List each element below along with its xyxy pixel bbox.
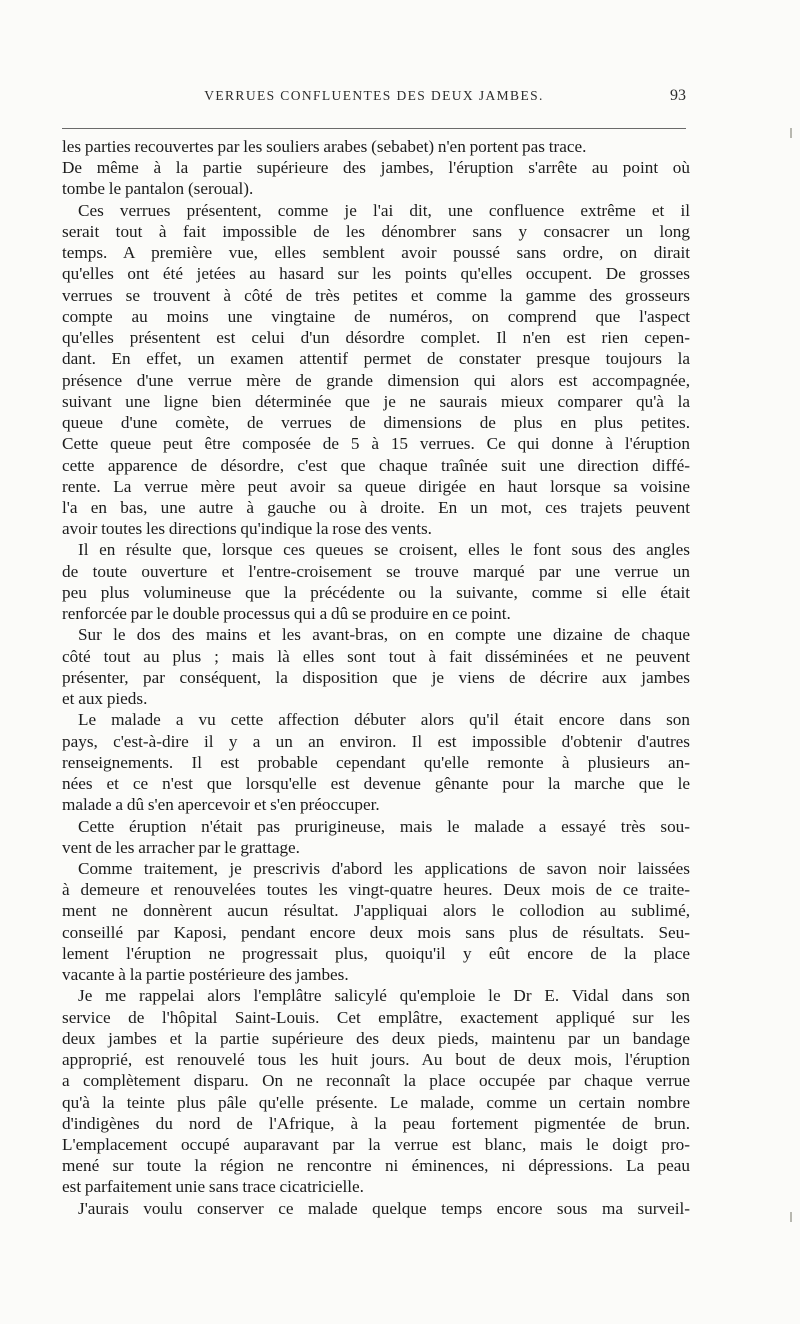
text-line: suivant une ligne bien déterminée que je ne saurais mieux comparer qu'à la: [62, 391, 690, 411]
text-line: compte au moins une vingtaine de numéros, on comprend que l'aspect: [62, 306, 690, 326]
text-line: tombe le pantalon (seroual).: [62, 179, 254, 199]
text-line: vent de les arracher par le grattage.: [62, 837, 300, 857]
text-line: vacante à la partie postérieure des jambes.: [62, 965, 349, 985]
text-line: et aux pieds.: [62, 689, 148, 709]
text-line: De même à la partie supérieure des jambes, l'éruption s'arrête au point où: [62, 158, 690, 178]
text-line: malade a dû s'en apercevoir et s'en préoccuper.: [62, 795, 380, 815]
text-line: renseignements. Il est probable cependant qu'elle remonte à plusieurs an-: [62, 752, 690, 772]
text-line: ment ne donnèrent aucun résultat. J'appliquai alors le collodion au sublimé,: [62, 901, 690, 921]
text-line: Le malade a vu cette affection débuter alors qu'il était encore dans son: [78, 710, 690, 730]
text-line: L'emplacement occupé auparavant par la verrue est blanc, mais le doigt pro-: [62, 1135, 690, 1155]
text-line: Cette queue peut être composée de 5 à 15 verrues. Ce qui donne à l'éruption: [62, 434, 690, 454]
text-line: dant. En effet, un examen attentif permet de constater presque toujours la: [62, 349, 690, 369]
text-line: est parfaitement unie sans trace cicatricielle.: [62, 1177, 364, 1197]
page-number: 93: [670, 87, 686, 104]
text-line: Ces verrues présentent, comme je l'ai dit, une confluence extrême et il: [78, 200, 690, 220]
text-line: deux jambes et la partie supérieure des deux pieds, maintenu par un bandage: [62, 1028, 690, 1048]
text-line: Sur le dos des mains et les avant-bras, on en compte une dizaine de chaque: [78, 625, 690, 645]
text-line: cette apparence de désordre, c'est que chaque traînée suit une direction diffé-: [62, 455, 690, 475]
text-line: présenter, par conséquent, la disposition que je viens de décrire aux jambes: [62, 667, 690, 687]
text-line: peu plus volumineuse que la précédente ou la suivante, comme si elle était: [62, 582, 690, 602]
text-line: Je me rappelai alors l'emplâtre salicylé qu'emploie le Dr E. Vidal dans son: [78, 986, 690, 1006]
text-line: Il en résulte que, lorsque ces queues se croisent, elles le font sous des angles: [78, 540, 690, 560]
text-line: queue d'une comète, de verrues de dimensions de plus en plus petites.: [62, 413, 690, 433]
text-line: présence d'une verrue mère de grande dimension qui alors est accompagnée,: [62, 370, 690, 390]
text-line: rente. La verrue mère peut avoir sa queue dirigée en haut lorsque sa voisine: [62, 476, 690, 496]
text-line: a complètement disparu. On ne reconnaît la place occupée par chaque verrue: [62, 1071, 690, 1091]
text-line: qu'elles ont été jetées au hasard sur les points qu'elles occupent. De grosses: [62, 264, 690, 284]
header-rule: [62, 128, 686, 129]
text-line: conseillé par Kaposi, pendant encore deux mois sans plus de résultats. Seu-: [62, 922, 690, 942]
text-line: temps. A première vue, elles semblent avoir poussé sans ordre, on dirait: [62, 243, 690, 263]
text-line: serait tout à fait impossible de les dénombrer sans y consacrer un long: [62, 221, 690, 241]
text-line: Cette éruption n'était pas prurigineuse, mais le malade a essayé très sou-: [78, 816, 690, 836]
text-line: côté tout au plus ; mais là elles sont tout à fait disséminées et ne peuvent: [62, 646, 690, 666]
text-line: verrues se trouvent à côté de très petites et comme la gamme des grosseurs: [62, 285, 690, 305]
text-line: l'a en bas, une autre à gauche ou à droite. En un mot, ces trajets peuvent: [62, 497, 690, 517]
text-line: d'indigènes du nord de l'Afrique, à la peau fortement pigmentée de brun.: [62, 1113, 690, 1133]
page-edge-mark: [790, 1212, 792, 1222]
text-line: renforcée par le double processus qui a dû se produire en ce point.: [62, 604, 511, 624]
text-line: pays, c'est-à-dire il y a un an environ. Il est impossible d'obtenir d'autres: [62, 731, 690, 751]
text-line: avoir toutes les directions qu'indique la rose des vents.: [62, 519, 432, 539]
text-line: J'aurais voulu conserver ce malade quelque temps encore sous ma surveil-: [78, 1198, 690, 1218]
text-line: nées et ce n'est que lorsqu'elle est devenue gênante pour la marche que le: [62, 774, 690, 794]
text-line: les parties recouvertes par les souliers arabes (sebabet) n'en portent pas trace.: [62, 137, 587, 156]
running-header: [62, 88, 686, 112]
text-line: approprié, est renouvelé tous les huit jours. Au bout de deux mois, l'éruption: [62, 1050, 690, 1070]
page-edge-mark: [790, 128, 792, 138]
text-line: qu'elles présentent est celui d'un désordre complet. Il n'en est rien cepen-: [62, 328, 690, 348]
text-line: à demeure et renouvelées toutes les vingt-quatre heures. Deux mois de ce traite-: [62, 880, 690, 900]
text-line: de toute ouverture et l'entre-croisement se trouve marqué par une verrue un: [62, 561, 690, 581]
text-line: Comme traitement, je prescrivis d'abord les applications de savon noir laissées: [78, 858, 690, 878]
body-text: [62, 136, 690, 1219]
text-line: mené sur toute la région ne rencontre ni éminences, ni dépressions. La peau: [62, 1156, 690, 1176]
running-title: VERRUES CONFLUENTES DES DEUX JAMBES.: [204, 88, 544, 103]
text-line: lement l'éruption ne progressait plus, quoiqu'il y eût encore de la place: [62, 943, 690, 963]
text-line: service de l'hôpital Saint-Louis. Cet emplâtre, exactement appliqué sur les: [62, 1007, 690, 1027]
text-line: qu'à la teinte plus pâle qu'elle présente. Le malade, comme un certain nombre: [62, 1092, 690, 1112]
